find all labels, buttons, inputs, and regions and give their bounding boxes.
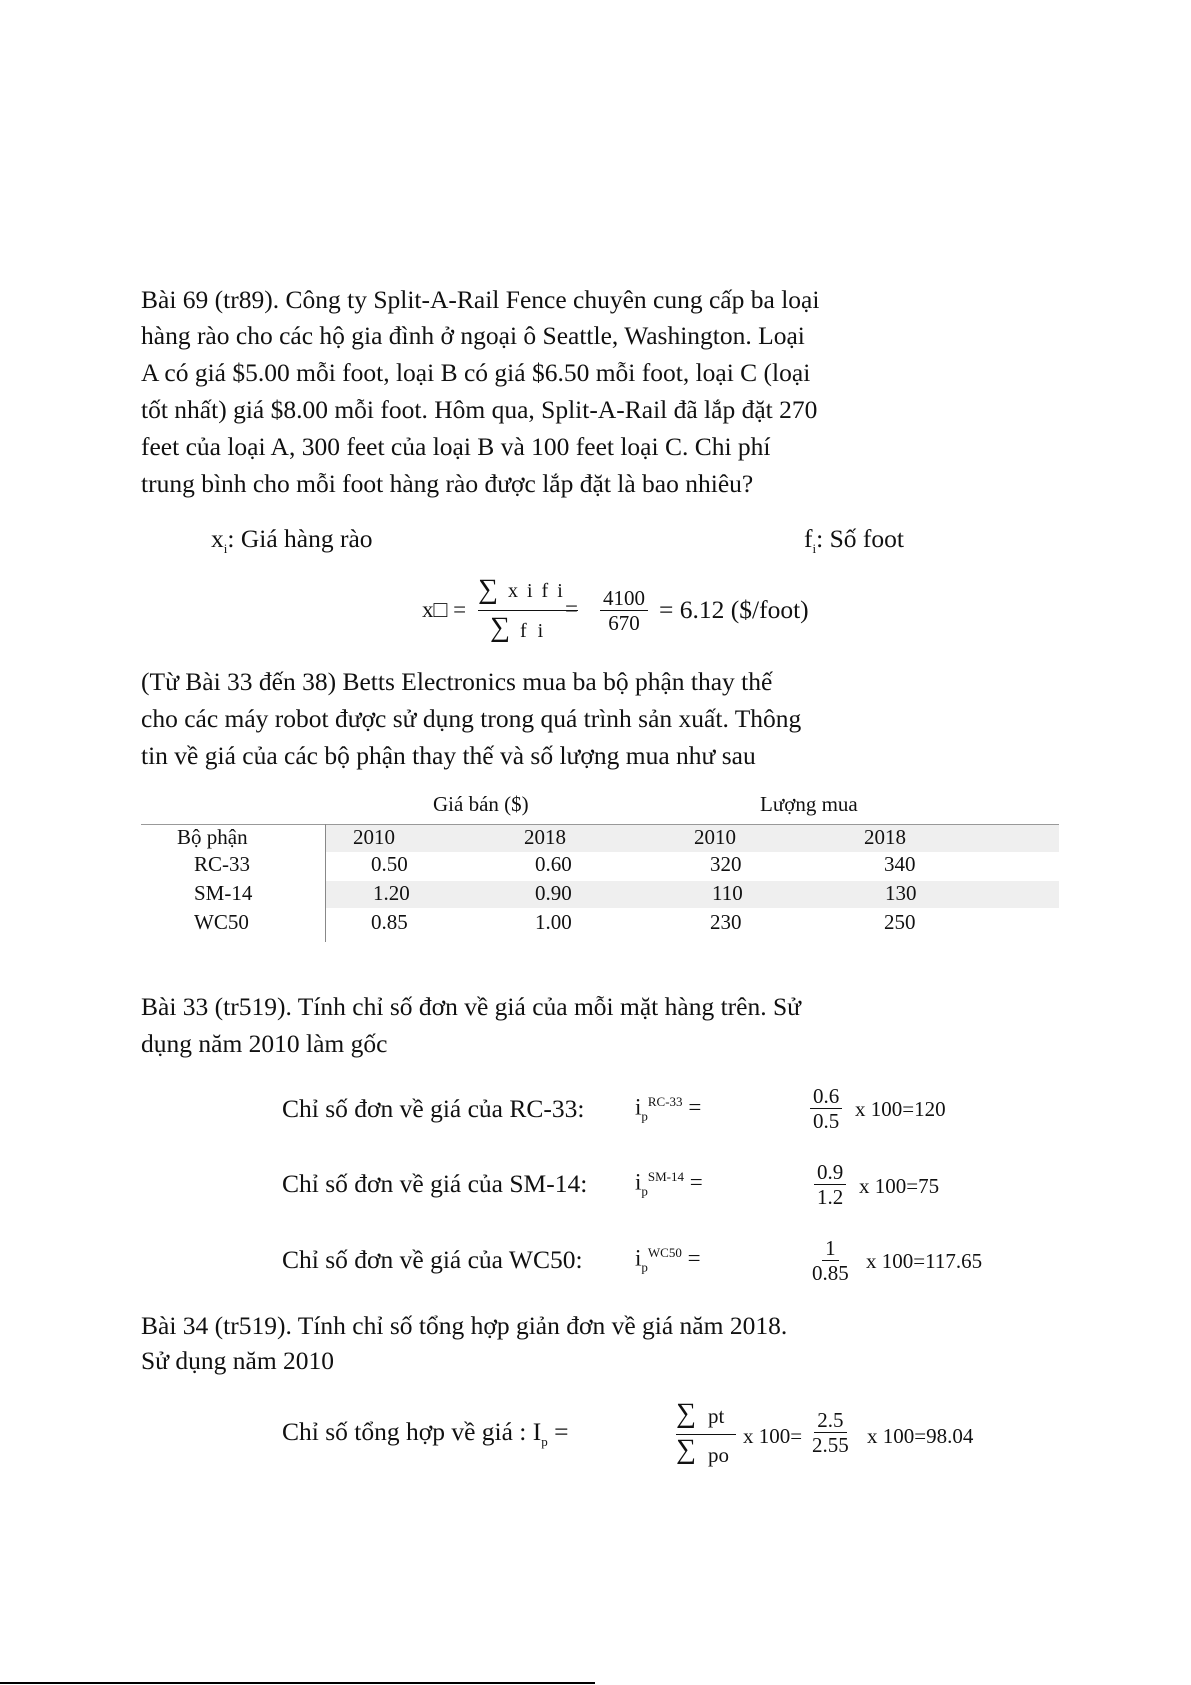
formula-label: Chỉ số đơn về giá của WC50: <box>282 1245 583 1274</box>
equals: = <box>688 1094 702 1120</box>
cell: 250 <box>884 910 916 934</box>
row-shade <box>325 825 1059 852</box>
part-name: SM-14 <box>194 881 253 905</box>
row-shade <box>325 881 1059 908</box>
year-header: 2018 <box>864 825 906 849</box>
sup: SM-14 <box>647 1169 685 1184</box>
value-fraction <box>600 586 648 635</box>
index-symbol <box>635 1094 701 1124</box>
numerator: pt <box>708 1404 725 1428</box>
part-name: RC-33 <box>194 852 251 876</box>
denominator: 0.5 <box>813 1109 840 1133</box>
text-line: dụng năm 2010 làm gốc <box>141 1029 388 1058</box>
cell: 1.00 <box>535 910 572 934</box>
cell: 340 <box>884 852 916 876</box>
table-vertical-rule <box>325 824 326 942</box>
xi-definition <box>211 521 373 568</box>
numerator: 0.9 <box>814 1160 846 1185</box>
fi-label: : Số foot <box>816 524 904 553</box>
index-symbol <box>635 1169 703 1199</box>
fi-sub: i <box>812 541 817 557</box>
text-line: Sử dụng năm 2010 <box>141 1346 335 1375</box>
sigma-icon: ∑ <box>676 1398 696 1429</box>
xi-label: : Giá hàng rào <box>227 524 373 553</box>
numerator: 0.6 <box>810 1084 842 1109</box>
text-line: tốt nhất) giá $8.00 mỗi foot. Hôm qua, Split-A-Rail đã lắp đặt 270 <box>141 395 818 424</box>
formula-result: x 100=75 <box>859 1174 940 1198</box>
denominator: 1.2 <box>817 1185 844 1209</box>
text-line: cho các máy robot được sử dụng trong quá trình sản xuất. Thông <box>141 704 802 733</box>
sup: RC-33 <box>647 1094 683 1109</box>
bottom-rule <box>0 1682 595 1684</box>
group-header-quantity: Lượng mua <box>760 792 858 816</box>
cell: 320 <box>710 852 742 876</box>
fraction <box>814 1160 846 1209</box>
sub: p <box>641 1108 648 1124</box>
sub: p <box>541 1434 548 1450</box>
text-line: trung bình cho mỗi foot hàng rào được lắp đặt là bao nhiêu? <box>141 469 754 498</box>
fi-var: f <box>804 524 813 553</box>
numerator: 1 <box>822 1236 839 1261</box>
cell: 0.90 <box>535 881 572 905</box>
part-name: WC50 <box>194 910 249 934</box>
mean-numerator: x i f i <box>508 580 565 602</box>
i-var: i <box>635 1094 642 1120</box>
fraction-line <box>676 1398 736 1435</box>
denominator: 0.85 <box>812 1261 849 1285</box>
i-var: i <box>635 1169 642 1195</box>
cell: 0.50 <box>371 852 408 876</box>
equals: = <box>687 1245 701 1271</box>
text-line: feet của loại A, 300 feet của loại B và 100 feet loại C. Chi phí <box>141 432 771 461</box>
equals: = <box>565 596 578 621</box>
formula-result: x 100=98.04 <box>867 1424 974 1448</box>
index-symbol <box>635 1245 701 1275</box>
i-var: i <box>635 1245 642 1271</box>
fraction <box>812 1408 849 1457</box>
formula-label: Chỉ số đơn về giá của RC-33: <box>282 1094 585 1123</box>
sup: WC50 <box>647 1245 682 1260</box>
year-header: 2010 <box>353 825 395 849</box>
xi-var: x <box>211 524 224 553</box>
text-line: Bài 69 (tr89). Công ty Split-A-Rail Fence chuyên cung cấp ba loại <box>141 285 820 314</box>
text-line: (Từ Bài 33 đến 38) Betts Electronics mua ba bộ phận thay thế <box>141 667 773 696</box>
fraction <box>810 1084 842 1133</box>
sub: p <box>641 1259 648 1275</box>
cell: 0.85 <box>371 910 408 934</box>
formula-result: x 100=117.65 <box>866 1249 983 1273</box>
group-header-price: Giá bán ($) <box>433 792 529 816</box>
formula-mid: x 100= <box>743 1424 803 1448</box>
denominator: 2.55 <box>812 1433 849 1457</box>
cell: 0.60 <box>535 852 572 876</box>
value-numerator: 4100 <box>600 586 648 611</box>
sigma-icon: ∑ <box>478 574 498 605</box>
sub: p <box>641 1183 648 1199</box>
text-line: hàng rào cho các hộ gia đình ở ngoại ô Seattle, Washington. Loại <box>141 321 805 350</box>
equals: = <box>554 1417 569 1446</box>
year-header: 2010 <box>694 825 736 849</box>
year-header: 2018 <box>524 825 566 849</box>
sigma-icon: ∑ <box>676 1434 696 1465</box>
label-text: Chỉ số tổng hợp về giá : I <box>282 1417 542 1446</box>
mean-result: = 6.12 ($/foot) <box>659 595 809 624</box>
formula-label: Chỉ số đơn về giá của SM-14: <box>282 1169 588 1198</box>
sigma-icon: ∑ <box>490 612 510 643</box>
fraction <box>812 1236 849 1285</box>
formula-label <box>282 1414 569 1461</box>
fraction-line <box>478 576 578 611</box>
equals: = <box>689 1169 703 1195</box>
text-line: tin về giá của các bộ phận thay thế và số lượng mua như sau <box>141 741 756 770</box>
text-line: Bài 34 (tr519). Tính chỉ số tổng hợp giản đơn về giá năm 2018. <box>141 1311 788 1340</box>
mean-lhs: x□ = <box>422 597 467 622</box>
numerator: 2.5 <box>814 1408 846 1433</box>
cell: 1.20 <box>373 881 410 905</box>
cell: 130 <box>885 881 917 905</box>
denominator: po <box>708 1443 729 1467</box>
formula-result: x 100=120 <box>855 1097 946 1121</box>
fi-definition <box>804 521 904 568</box>
xi-sub: i <box>223 541 228 557</box>
text-line: A có giá $5.00 mỗi foot, loại B có giá $6.50 mỗi foot, loại C (loại <box>141 358 811 387</box>
cell: 110 <box>712 881 743 905</box>
value-denominator: 670 <box>608 611 640 635</box>
text-line: Bài 33 (tr519). Tính chỉ số đơn về giá của mỗi mặt hàng trên. Sử <box>141 992 801 1021</box>
row-header: Bộ phận <box>177 825 248 849</box>
cell: 230 <box>710 910 742 934</box>
mean-denominator: f i <box>520 620 547 642</box>
